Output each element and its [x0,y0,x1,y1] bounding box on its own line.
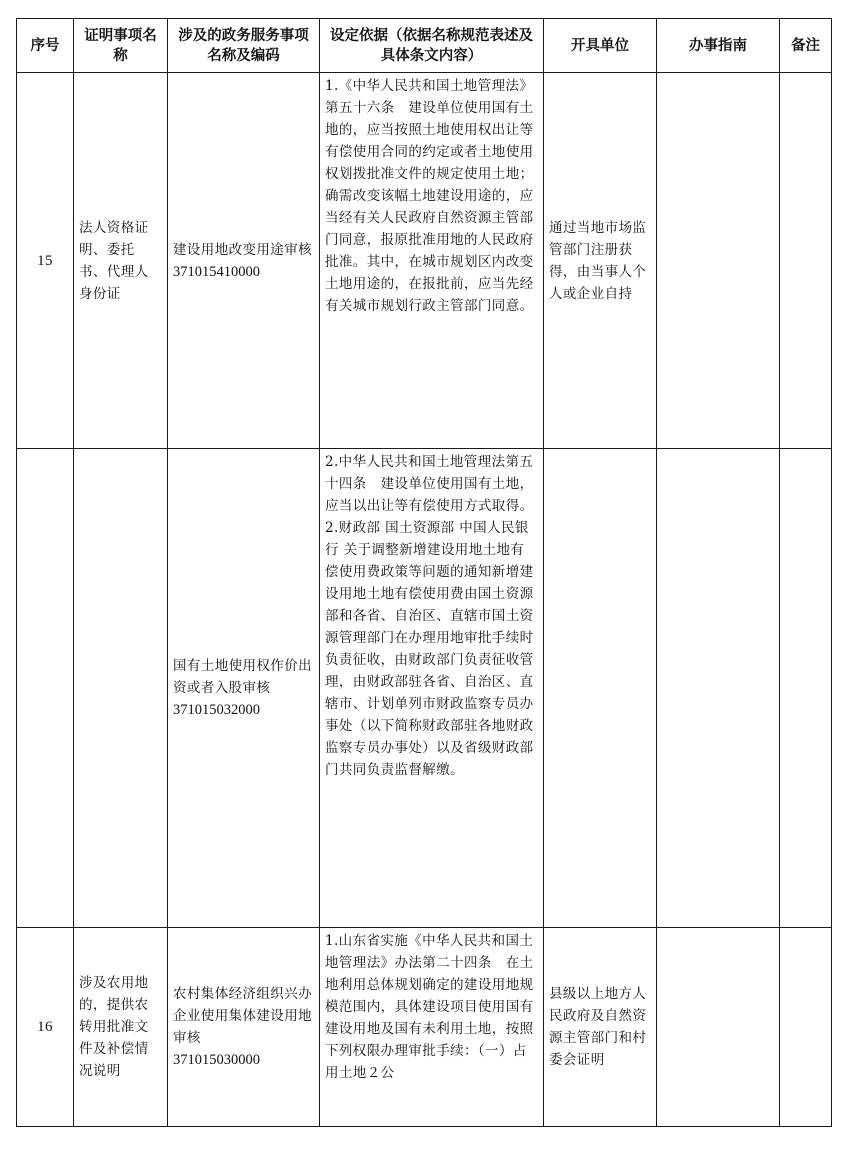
row-issuer [544,449,657,928]
row-service-item [168,449,320,928]
row-seq: 15 [17,73,74,449]
row-basis [320,449,544,928]
row-cert-name: 涉及农用地的，提供农转用批准文件及补偿情况说明 [74,928,168,1127]
row-guide [657,449,780,928]
service-item-code: 371015030000 [173,1052,260,1068]
header-remark: 备注 [780,19,832,73]
row-remark [780,449,832,928]
service-item-name: 国有土地使用权作价出资或者入股审核 [173,658,312,696]
row-issuer: 通过当地市场监管部门注册获得，由当事人个人或企业自持 [544,73,657,449]
certification-table [16,18,832,1127]
row-cert-name [74,449,168,928]
row-issuer: 县级以上地方人民政府及自然资源主管部门和村委会证明 [544,928,657,1127]
basis-paragraph: 1.山东省实施《中华人民共和国土地管理法》办法第二十四条 在土地利用总体规划确定的建设用地规模范围内，具体建设项目使用国有建设用地及国有未利用土地，按照下列权限办理审批手续：（一）占用土地２公 [325,933,534,1081]
row-seq [17,449,74,928]
row-service-item [168,928,320,1127]
document-page [16,18,831,1127]
basis-paragraph: 2.财政部 国土资源部 中国人民银行 关于调整新增建设用地土地有偿使用费政策等问题的通知新增建设用地土地有偿使用费由国土资源部和各省、自治区、直辖市国土资源管理部门在办理用地审批手续时负责征收，由财政部门负责征收管理，由财政部驻各省、自治区、直辖市、计划单列市财政监察专员办事处（以下简称财政部驻各地财政监察专员办事处）以及省级财政部门共同负责监督解缴。 [325,520,534,778]
row-guide [657,73,780,449]
header-issuer: 开具单位 [544,19,657,73]
service-item-code: 371015032000 [173,702,260,718]
row-basis [320,73,544,449]
header-cert-name: 证明事项名称 [74,19,168,73]
header-service-item: 涉及的政务服务事项名称及编码 [168,19,320,73]
basis-paragraph: 2.中华人民共和国土地管理法第五十四条 建设单位使用国有土地，应当以出让等有偿使用方式取得。 [325,454,534,514]
row-remark [780,928,832,1127]
service-item-code: 371015410000 [173,263,260,280]
row-cert-name: 法人资格证明、委托书、代理人身份证 [74,73,168,449]
row-seq: 16 [17,928,74,1127]
table-header-row [17,19,832,73]
service-item-name: 农村集体经济组织兴办企业使用集体建设用地审核 [173,986,312,1046]
service-item-name: 建设用地改变用途审核 [173,241,312,258]
basis-paragraph: 1.《中华人民共和国土地管理法》第五十六条 建设单位使用国有土地的，应当按照土地使用权出让等有偿使用合同的约定或者土地使用权划拨批准文件的规定使用土地；确需改变该幅土地建设用途的，应当经有关人民政府自然资源主管部门同意，报原批准用地的人民政府批准。其中，在城市规划区内改变土地用途的，在报批前，应当先经有关城市规划行政主管部门同意。 [325,78,534,314]
table-row [17,928,832,1127]
header-seq: 序号 [17,19,74,73]
table-row [17,73,832,449]
row-guide [657,928,780,1127]
row-remark [780,73,832,449]
table-row [17,449,832,928]
header-basis: 设定依据（依据名称规范表述及具体条文内容） [320,19,544,73]
row-service-item [168,73,320,449]
row-basis [320,928,544,1127]
header-guide: 办事指南 [657,19,780,73]
